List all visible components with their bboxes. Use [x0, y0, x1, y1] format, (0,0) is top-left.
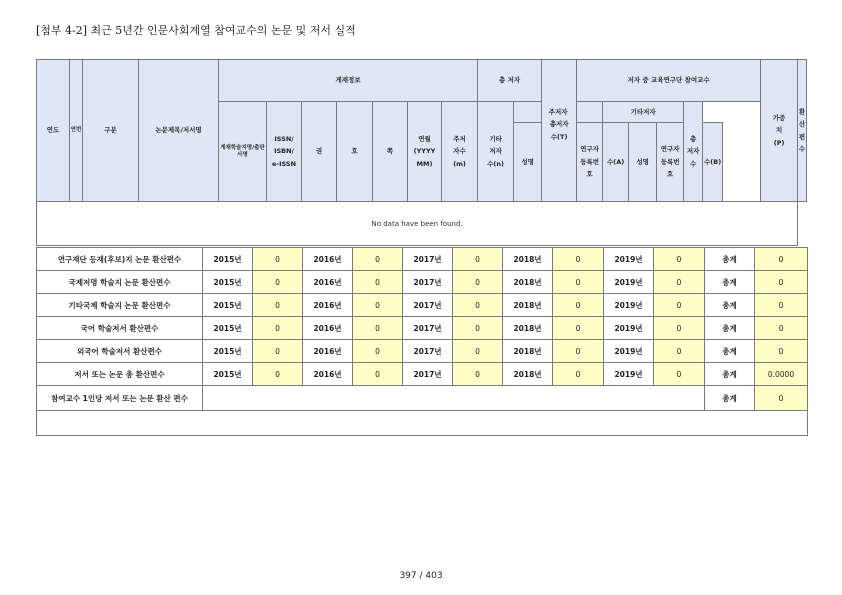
value-4: 0	[553, 271, 604, 294]
value-5: 0	[654, 294, 705, 317]
issn-line3: e-ISSN	[271, 159, 297, 168]
col-total-count	[542, 60, 577, 202]
value-3: 0	[453, 248, 503, 271]
empty-cell	[37, 411, 808, 436]
value-5: 0	[654, 340, 705, 363]
col-pub-info: 게재정보	[219, 60, 478, 102]
value-5: 0	[654, 363, 705, 386]
value-3: 0	[453, 340, 503, 363]
weight-line1: 가중	[772, 113, 786, 122]
year-4: 2018년	[503, 294, 553, 317]
total-value: 0	[755, 294, 808, 317]
total-value: 0	[755, 271, 808, 294]
value-1: 0	[253, 248, 303, 271]
value-4: 0	[553, 340, 604, 363]
year-2: 2016년	[303, 363, 353, 386]
col-total-v	[684, 102, 703, 202]
col-year: 연도	[37, 60, 70, 202]
value-2: 0	[353, 340, 403, 363]
main-count-line2: 자수	[453, 147, 466, 156]
value-2: 0	[353, 363, 403, 386]
no-data-message: No data have been found.	[37, 202, 798, 246]
year-3: 2017년	[403, 363, 453, 386]
value-2: 0	[353, 294, 403, 317]
col-main-count	[442, 102, 478, 202]
main-reg-line3: 호	[586, 170, 593, 179]
main-reg-line1: 연구자	[580, 145, 600, 154]
col-other-count	[478, 102, 514, 202]
year-4: 2018년	[503, 271, 553, 294]
year-2: 2016년	[303, 317, 353, 340]
col-other-reg-no	[657, 123, 684, 202]
year-1: 2015년	[203, 248, 253, 271]
total-label: 총계	[705, 363, 755, 386]
value-5: 0	[654, 271, 705, 294]
document-title: [첨부 4-2] 최근 5년간 인문사회계열 참여교수의 논문 및 저서 실적	[36, 24, 356, 37]
value-3: 0	[453, 271, 503, 294]
papers-table	[36, 59, 807, 246]
per-person-total-value: 0	[755, 386, 808, 411]
year-2: 2016년	[303, 271, 353, 294]
summary-row	[37, 317, 808, 340]
yearmonth-line1: 연월	[418, 134, 431, 143]
value-1: 0	[253, 340, 303, 363]
year-2: 2016년	[303, 340, 353, 363]
total-value: 0.0000	[755, 363, 808, 386]
value-2: 0	[353, 271, 403, 294]
page-number: 397 / 403	[399, 571, 443, 581]
total-label: 총계	[705, 248, 755, 271]
col-other-name: 성명	[629, 123, 657, 202]
total-count-line1: 총저자	[549, 120, 569, 129]
row-label: 외국어 학술저서 환산편수	[37, 340, 203, 363]
col-journal-name: 게재학술지명/출판사명	[219, 102, 267, 202]
year-5: 2019년	[604, 248, 654, 271]
year-5: 2019년	[604, 294, 654, 317]
value-2: 0	[353, 317, 403, 340]
value-3: 0	[453, 363, 503, 386]
summary-row	[37, 248, 808, 271]
total-value: 0	[755, 340, 808, 363]
row-label: 연구재단 등재(후보)지 논문 환산편수	[37, 248, 203, 271]
empty-row	[37, 411, 808, 436]
col-count-b: 수(B)	[703, 123, 723, 202]
issn-line2: ISBN/	[274, 147, 294, 156]
col-volume: 권	[302, 102, 337, 202]
total-label: 총계	[705, 340, 755, 363]
value-3: 0	[453, 317, 503, 340]
col-other-author: 기타저자	[603, 102, 684, 123]
value-4: 0	[553, 248, 604, 271]
col-participating: 저자 중 교육연구단 참여교수	[577, 60, 761, 102]
total-value: 0	[755, 248, 808, 271]
main-count-line1: 주저	[453, 134, 466, 143]
value-3: 0	[453, 294, 503, 317]
col-issue: 호	[337, 102, 373, 202]
col-weight	[761, 60, 798, 202]
issn-line1: ISSN/	[274, 134, 294, 143]
year-5: 2019년	[604, 271, 654, 294]
value-2: 0	[353, 248, 403, 271]
col-seq: 연번	[70, 60, 83, 202]
summary-row	[37, 271, 808, 294]
per-person-blank	[203, 386, 705, 411]
row-label: 국어 학술저서 환산편수	[37, 317, 203, 340]
year-4: 2018년	[503, 317, 553, 340]
year-2: 2016년	[303, 294, 353, 317]
col-issn	[267, 102, 302, 202]
col-main-reg-no	[577, 123, 603, 202]
other-count-line1: 기타	[489, 134, 502, 143]
value-5: 0	[654, 248, 705, 271]
total-label: 총계	[705, 271, 755, 294]
summary-row	[37, 294, 808, 317]
year-2: 2016년	[303, 248, 353, 271]
converted-line2: 편수	[798, 132, 806, 153]
main-count-line3: (m)	[453, 159, 466, 168]
year-3: 2017년	[403, 294, 453, 317]
col-converted	[798, 60, 807, 202]
col-page: 쪽	[373, 102, 408, 202]
col-main-author: 주저자	[514, 102, 603, 123]
year-1: 2015년	[203, 271, 253, 294]
col-count-a: 수(A)	[603, 123, 629, 202]
year-3: 2017년	[403, 340, 453, 363]
total-count-line2: 수(T)	[550, 132, 568, 141]
row-label: 기타국제 학술지 논문 환산편수	[37, 294, 203, 317]
summary-row	[37, 363, 808, 386]
value-1: 0	[253, 294, 303, 317]
col-total-authors: 총 저자	[478, 60, 542, 102]
other-count-line3: 수(n)	[487, 159, 505, 168]
row-label: 국제저명 학술지 논문 환산편수	[37, 271, 203, 294]
value-1: 0	[253, 271, 303, 294]
total-value: 0	[755, 317, 808, 340]
value-5: 0	[654, 317, 705, 340]
other-count-line2: 저자	[489, 147, 502, 156]
year-5: 2019년	[604, 363, 654, 386]
other-reg-line1: 연구자	[660, 145, 680, 154]
value-4: 0	[553, 294, 604, 317]
converted-line1: 환산	[798, 107, 806, 129]
value-4: 0	[553, 363, 604, 386]
year-1: 2015년	[203, 317, 253, 340]
year-5: 2019년	[604, 317, 654, 340]
year-3: 2017년	[403, 248, 453, 271]
main-reg-line2: 등록번	[580, 157, 600, 166]
row-label: 저서 또는 논문 총 환산편수	[37, 363, 203, 386]
value-4: 0	[553, 317, 604, 340]
col-paper-title: 논문제목/저서명	[139, 60, 219, 202]
per-person-row	[37, 386, 808, 411]
year-3: 2017년	[403, 317, 453, 340]
col-main-name: 성명	[514, 123, 542, 202]
weight-line3: (P)	[773, 138, 785, 147]
yearmonth-line3: MM)	[416, 159, 433, 168]
summary-table	[36, 247, 808, 436]
year-3: 2017년	[403, 271, 453, 294]
year-1: 2015년	[203, 294, 253, 317]
total-label: 총계	[705, 317, 755, 340]
summary-row	[37, 340, 808, 363]
total-label: 총계	[705, 294, 755, 317]
yearmonth-line2: (YYYY	[413, 147, 436, 156]
col-category: 구분	[83, 60, 139, 202]
year-4: 2018년	[503, 340, 553, 363]
total-v-line3: 수	[689, 159, 697, 168]
other-reg-line2: 등록번	[660, 157, 680, 166]
year-5: 2019년	[604, 340, 654, 363]
year-4: 2018년	[503, 248, 553, 271]
other-reg-line3: 호	[666, 170, 674, 179]
year-4: 2018년	[503, 363, 553, 386]
value-1: 0	[253, 317, 303, 340]
col-yearmonth	[408, 102, 442, 202]
value-1: 0	[253, 363, 303, 386]
per-person-total-label: 총계	[705, 386, 755, 411]
total-v-line1: 총	[689, 134, 697, 143]
year-1: 2015년	[203, 340, 253, 363]
per-person-label: 참여교수 1인당 저서 또는 논문 환산 편수	[37, 386, 203, 411]
total-v-line2: 저자	[686, 147, 700, 156]
year-1: 2015년	[203, 363, 253, 386]
weight-line2: 치	[775, 126, 783, 135]
